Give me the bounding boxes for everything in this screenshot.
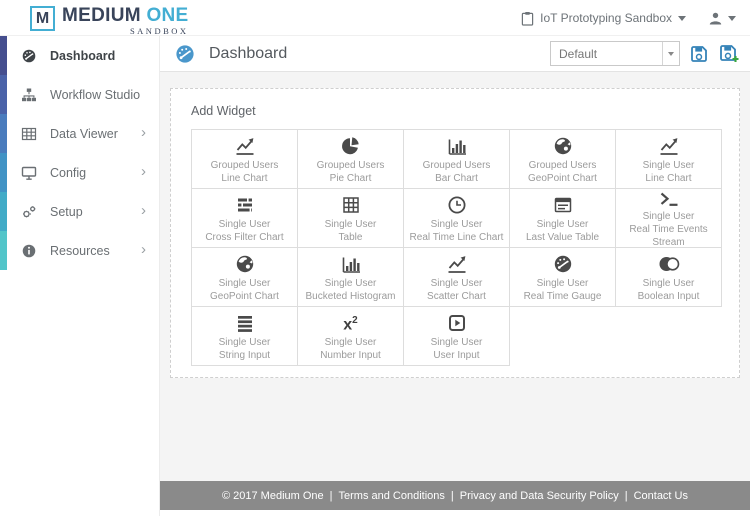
widget-cell[interactable] <box>191 188 298 248</box>
geopoint-globe-icon <box>234 251 256 277</box>
sitemap-icon <box>21 87 37 103</box>
widget-cell[interactable] <box>297 306 404 366</box>
widget-label-line2: Pie Chart <box>329 173 372 184</box>
clipboard-icon <box>521 11 534 26</box>
brand-name: MEDIUM ONE <box>62 5 189 26</box>
widget-label-line1: Single User <box>218 219 271 230</box>
widget-cell[interactable] <box>191 247 298 307</box>
gears-icon <box>21 204 37 220</box>
widget-label-line1: Single User <box>430 278 483 289</box>
widget-cell[interactable] <box>403 306 510 366</box>
page-title: Dashboard <box>209 44 288 62</box>
widget-label-line2: String Input <box>218 350 271 361</box>
widget-label-line2: Scatter Chart <box>427 291 486 302</box>
content-header <box>160 36 750 72</box>
widget-label-line1: Single User <box>430 337 483 348</box>
widget-label-line1: Grouped Users <box>210 160 279 171</box>
widget-label-line1: Single User <box>642 278 695 289</box>
widget-label-line2: Last Value Table <box>525 232 600 243</box>
workspace-dropdown[interactable] <box>521 11 686 26</box>
line-chart-icon <box>657 133 681 159</box>
dashboard-select-value: Default <box>559 46 598 61</box>
widget-label-line1: Grouped Users <box>422 160 491 171</box>
save-dashboard-button[interactable] <box>689 44 709 64</box>
chevron-right-icon: › <box>141 240 146 258</box>
widget-grid <box>191 129 726 365</box>
chevron-down-icon <box>728 16 736 21</box>
sidebar-item-workflow-studio[interactable]: Workflow Studio <box>0 75 159 114</box>
chevron-right-icon: › <box>141 123 146 141</box>
scatter-chart-icon <box>445 251 469 277</box>
toggle-icon <box>657 251 681 277</box>
histogram-icon <box>340 251 362 277</box>
widget-label-line1: Single User <box>536 219 589 230</box>
table-grid-icon <box>340 192 362 218</box>
footer-link-terms[interactable]: Terms and Conditions <box>338 489 445 502</box>
footer-separator: | <box>624 489 628 502</box>
dashboard-select[interactable] <box>550 41 680 66</box>
widget-label-line2: Line Chart <box>221 173 268 184</box>
sidebar-item-setup[interactable]: Setup › <box>0 192 159 231</box>
top-header <box>0 0 750 36</box>
widget-cell[interactable] <box>403 247 510 307</box>
cross-filter-icon <box>234 192 256 218</box>
widget-label-line2: Line Chart <box>645 173 692 184</box>
widget-label-line1: Single User <box>218 337 271 348</box>
user-icon <box>708 11 723 26</box>
footer-link-contact[interactable]: Contact Us <box>633 489 688 502</box>
footer-link-privacy[interactable]: Privacy and Data Security Policy <box>459 489 619 502</box>
widget-label-line2: GeoPoint Chart <box>528 173 597 184</box>
main-content <box>160 36 750 516</box>
widget-cell[interactable] <box>403 188 510 248</box>
widget-cell[interactable] <box>403 129 510 189</box>
widget-cell[interactable] <box>615 188 722 248</box>
widget-cell[interactable] <box>191 306 298 366</box>
widget-cell[interactable] <box>297 188 404 248</box>
sidebar-item-data-viewer[interactable]: Data Viewer › <box>0 114 159 153</box>
logo-m-icon: M <box>30 6 55 31</box>
chevron-down-icon <box>678 16 686 21</box>
footer-separator: | <box>329 489 333 502</box>
widget-label-line2: Real Time Line Chart <box>409 232 504 243</box>
widget-label-line1: Grouped Users <box>528 160 597 171</box>
footer-margin <box>160 510 750 516</box>
widget-label-line2: GeoPoint Chart <box>210 291 279 302</box>
last-value-table-icon <box>552 192 574 218</box>
widget-label-line2: Real Time Gauge <box>523 291 602 302</box>
chevron-right-icon: › <box>141 162 146 180</box>
widget-label-line2: Real Time Events Stream <box>629 223 708 248</box>
chevron-right-icon: › <box>141 201 146 219</box>
sidebar-item-dashboard[interactable]: Dashboard <box>0 36 159 75</box>
pie-chart-icon <box>340 133 362 159</box>
gauge-icon <box>552 251 574 277</box>
widget-cell[interactable] <box>191 129 298 189</box>
brand-subtitle: SANDBOX <box>129 26 189 36</box>
widget-label-line2: Table <box>338 232 363 243</box>
widget-label-line2: Number Input <box>320 350 381 361</box>
widget-cell[interactable] <box>615 247 722 307</box>
widget-cell[interactable] <box>509 247 616 307</box>
sidebar-item-resources[interactable]: Resources › <box>0 231 159 270</box>
chevron-down-icon <box>668 52 674 56</box>
medium-one-logo[interactable] <box>30 4 189 36</box>
widget-label-line1: Single User <box>218 278 271 289</box>
widget-label-line2: Cross Filter Chart <box>205 232 284 243</box>
table-icon <box>21 126 37 142</box>
info-icon <box>21 243 37 259</box>
widget-cell[interactable] <box>297 247 404 307</box>
widget-label-line1: Single User <box>642 210 695 222</box>
save-as-new-dashboard-button[interactable] <box>718 43 740 64</box>
widget-cell[interactable] <box>297 129 404 189</box>
bar-chart-icon <box>446 133 468 159</box>
add-widget-title: Add Widget <box>191 104 256 118</box>
footer-copyright: © 2017 Medium One <box>221 489 324 502</box>
widget-label-line1: Single User <box>642 160 695 171</box>
footer-separator: | <box>450 489 454 502</box>
widget-label-line1: Single User <box>324 337 377 348</box>
select-caret-zone[interactable] <box>662 42 679 65</box>
widget-cell[interactable] <box>615 129 722 189</box>
string-input-icon <box>234 310 256 336</box>
widget-cell[interactable] <box>509 188 616 248</box>
footer <box>160 481 750 510</box>
widget-label-line1: Single User <box>430 219 483 230</box>
widget-label-line1: Single User <box>536 278 589 289</box>
widget-label-line1: Single User <box>324 278 377 289</box>
clock-icon <box>446 192 468 218</box>
widget-label-line1: Grouped Users <box>316 160 385 171</box>
sidebar <box>0 36 160 516</box>
widget-cell[interactable] <box>509 129 616 189</box>
terminal-icon <box>657 188 681 210</box>
desktop-icon <box>21 165 37 181</box>
widget-label-line2: Bucketed Histogram <box>305 291 396 302</box>
sidebar-item-config[interactable]: Config › <box>0 153 159 192</box>
widget-label-line2: User Input <box>433 350 480 361</box>
user-menu[interactable] <box>708 11 736 26</box>
dashboard-gauge-icon <box>174 43 196 65</box>
add-widget-panel <box>170 88 740 378</box>
line-chart-icon <box>233 133 257 159</box>
widget-label-line1: Single User <box>324 219 377 230</box>
gauge-icon <box>21 48 37 64</box>
user-input-icon <box>446 310 468 336</box>
widget-label-line2: Boolean Input <box>637 291 700 302</box>
widget-label-line2: Bar Chart <box>435 173 478 184</box>
workspace-label: IoT Prototyping Sandbox <box>540 11 672 25</box>
geopoint-globe-icon <box>552 133 574 159</box>
number-input-icon: $x^2$ <box>343 314 358 334</box>
